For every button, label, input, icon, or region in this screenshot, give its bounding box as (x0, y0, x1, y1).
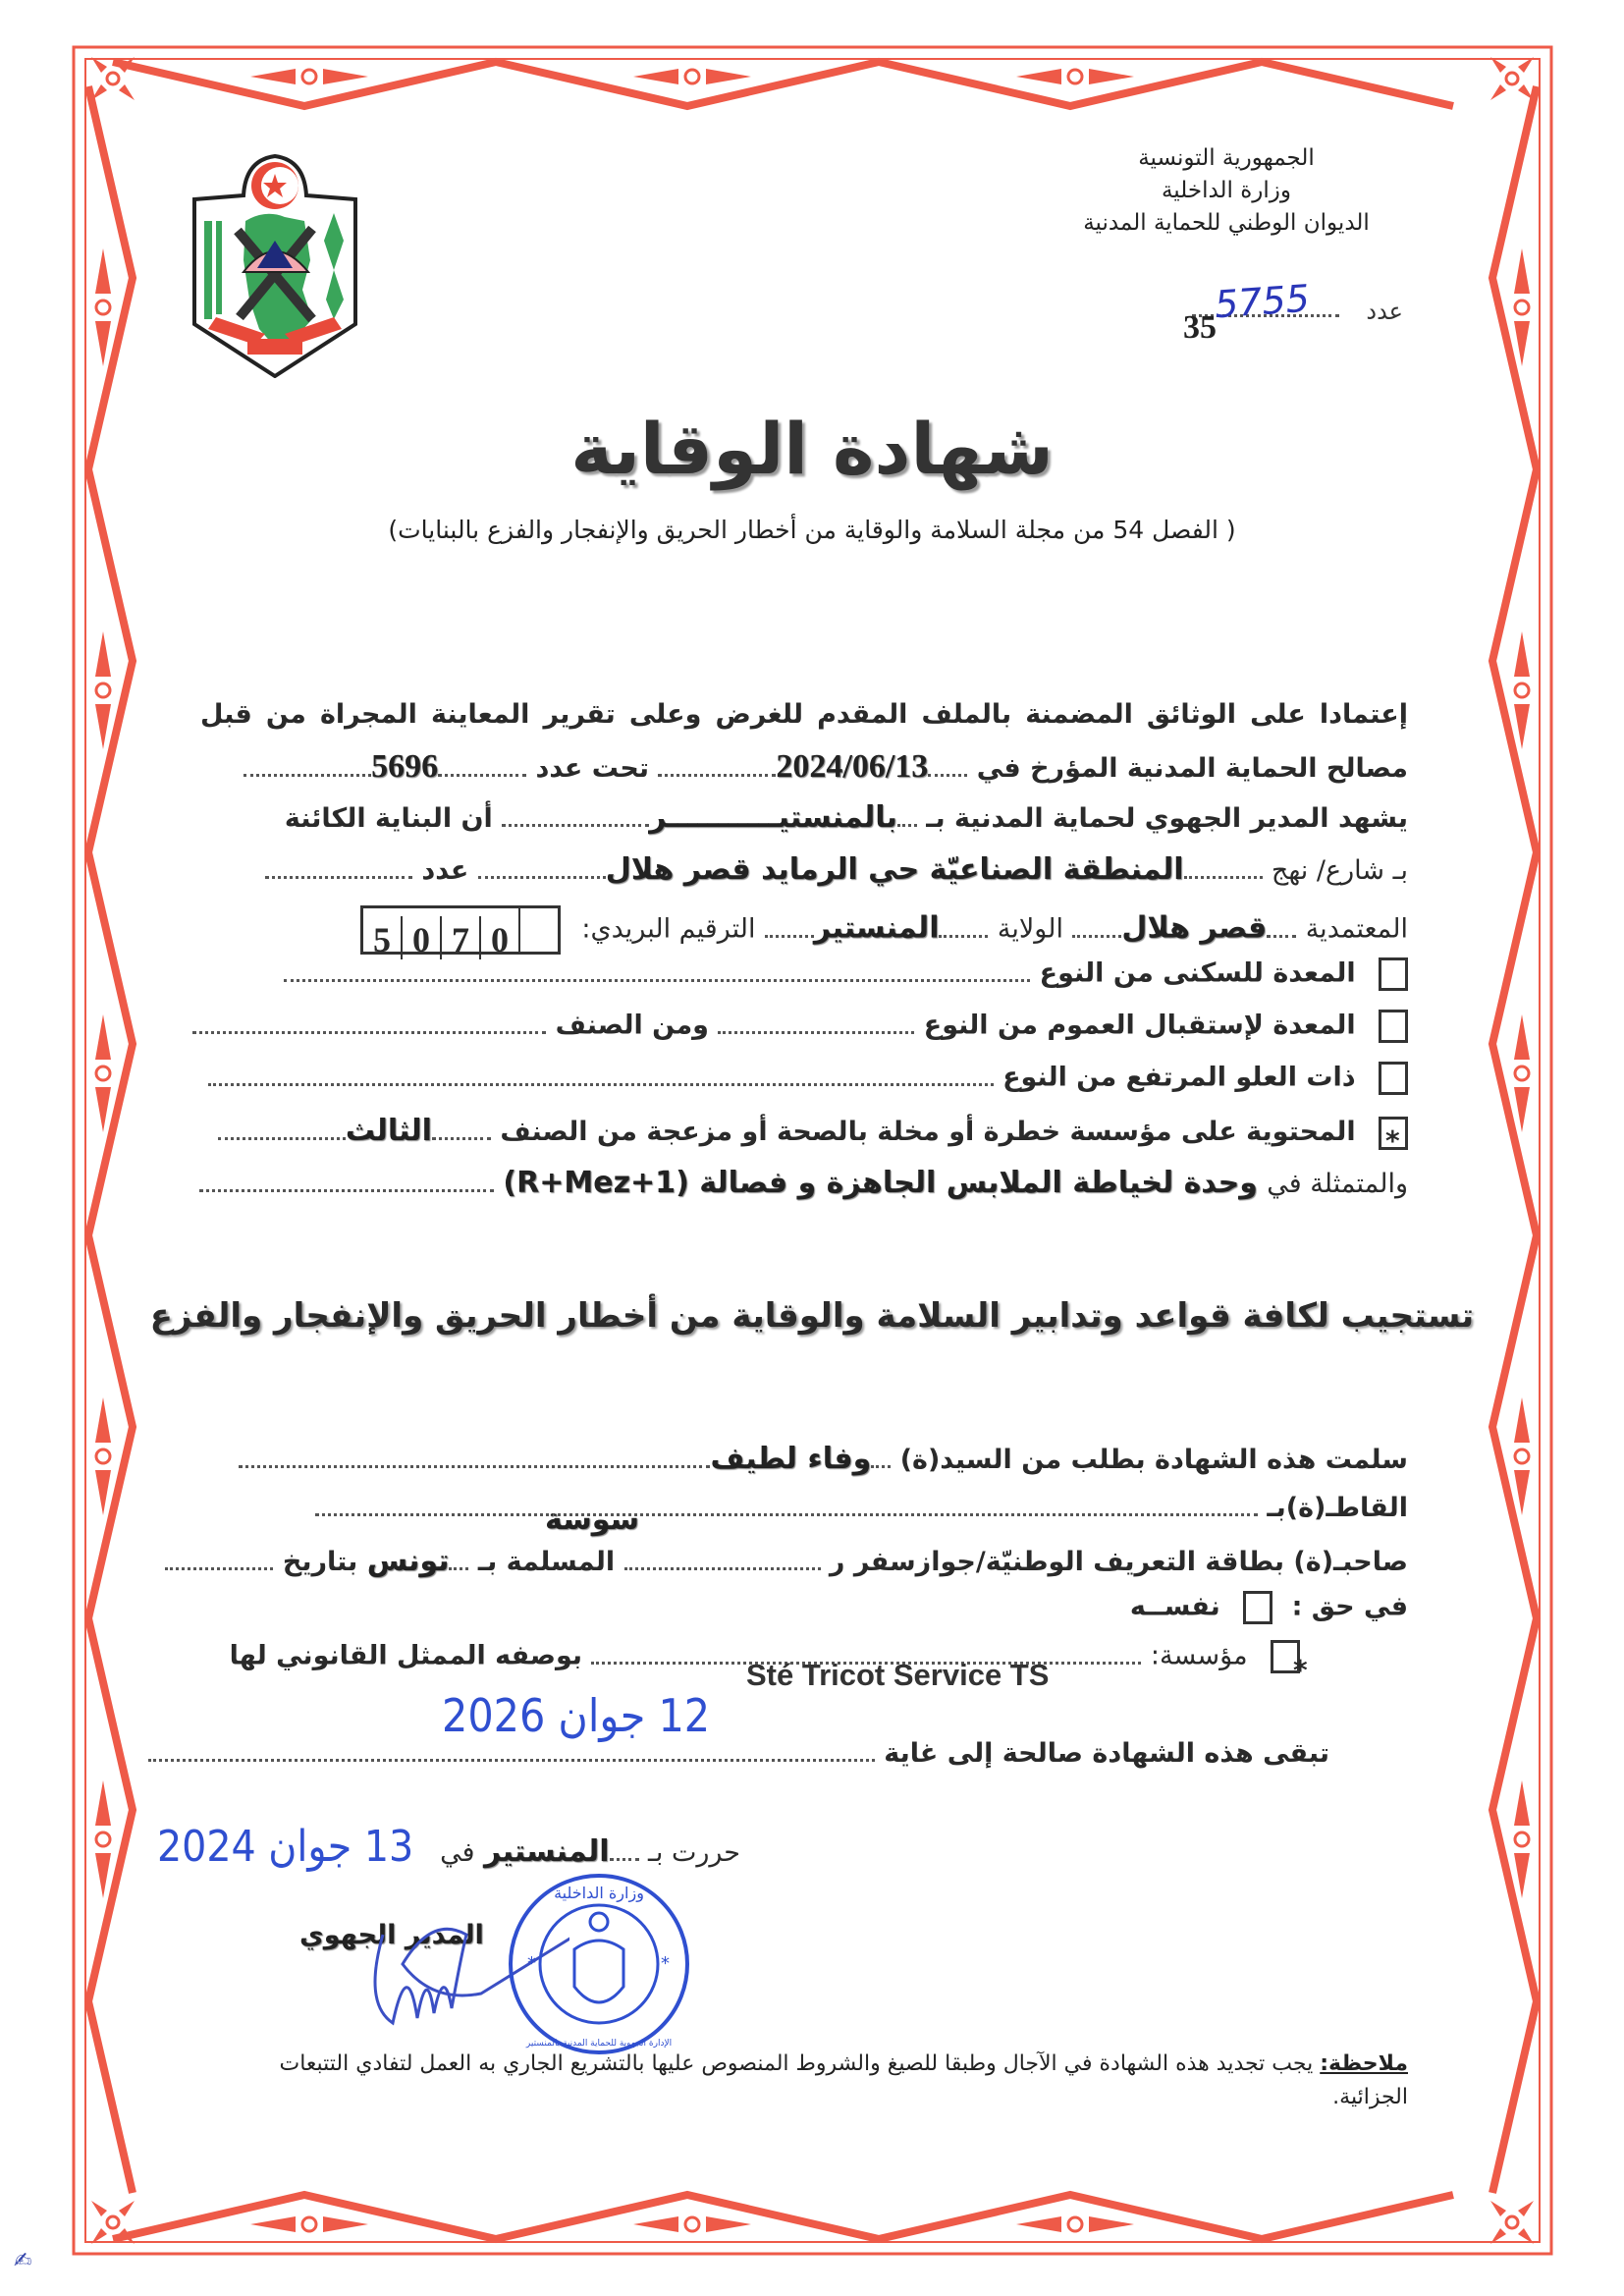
category-class-label: ومن الصنف (555, 1010, 709, 1041)
postal-digit: 0 (401, 916, 440, 959)
validity-label: تبقى هذه الشهادة صالحة إلى غاية (884, 1738, 1329, 1769)
category-hazardous (218, 1114, 1408, 1157)
ref-number-handwritten: 5755 (1213, 276, 1312, 327)
ornament-arrow-icon (95, 1780, 111, 1826)
category-high-rise (208, 1062, 1408, 1095)
corner-star-point (91, 84, 107, 100)
stamp-outer-text: وزارة الداخلية (554, 1884, 644, 1902)
requester-line (239, 1442, 1408, 1476)
hazard-class: الثالث (345, 1114, 432, 1148)
document-subtitle: ( الفصل 54 من مجلة السلامة والوقاية من أخطار الحريق والإنفجار والفزع بالبنايات) (388, 516, 1236, 544)
body-line-2 (244, 748, 1408, 786)
requester-name: وفاء لطيف (710, 1442, 872, 1476)
ornament-arrow-icon (323, 2216, 368, 2232)
governorate: المنستير (813, 910, 940, 946)
residence-line (315, 1493, 1408, 1523)
border-frame-inner (85, 59, 1540, 2242)
office-name: الديوان الوطني للحماية المدنية (1083, 210, 1370, 236)
ornament-arrow-icon (633, 69, 678, 84)
requester-label: سلمت هذه الشهادة بطلب من السيد(ة) (899, 1445, 1408, 1475)
ornament-circle-icon (685, 70, 699, 83)
official-stamp (506, 1871, 692, 2057)
category-label: ذات العلو المرتفع من النوع (1002, 1062, 1356, 1093)
ornament-arrow-icon (95, 704, 111, 749)
corner-star-icon (107, 2216, 119, 2228)
ornament-circle-icon (685, 2217, 699, 2231)
ornament-circle-icon (1068, 70, 1082, 83)
issued-at-label: المسلمة بـ (477, 1547, 616, 1577)
ornament-arrow-icon (95, 1014, 111, 1060)
category-label: المعدة لإستقبال العموم من النوع (923, 1010, 1356, 1041)
corner-star-point (91, 2228, 107, 2244)
republic-name: الجمهورية التونسية (1138, 145, 1315, 171)
ornament-arrow-icon (250, 69, 296, 84)
postal-digit-empty (518, 908, 558, 952)
issued-in-label: في (440, 1837, 475, 1868)
checkbox-high-rise[interactable] (1379, 1062, 1408, 1095)
attests-label: يشهد المدير الجهوي لحماية المدنية بـ (926, 803, 1408, 834)
corner-star-point (1490, 57, 1506, 73)
represented-line (199, 1166, 1408, 1200)
ornament-arrow-icon (1016, 69, 1061, 84)
ornament-arrow-icon (1016, 2216, 1061, 2232)
validity-line (148, 1738, 1329, 1769)
category-label: المعدة للسكنى من النوع (1039, 957, 1356, 989)
ornament-arrow-icon (95, 1853, 111, 1898)
ref-label: عدد (1366, 298, 1403, 325)
border-zigzag (88, 86, 133, 2193)
asterisk-mark-icon: * (1293, 1654, 1308, 1686)
ornament-arrow-icon (1089, 69, 1134, 84)
issued-line (440, 1834, 740, 1869)
asterisk-mark-icon: * (1385, 1123, 1400, 1157)
corner-star-point (91, 57, 107, 73)
ornament-circle-icon (96, 1832, 110, 1846)
ornament-arrow-icon (95, 631, 111, 677)
corner-star-icon (1506, 73, 1518, 84)
note-label: ملاحظة: (1320, 2051, 1408, 2076)
id-label: صاحبـ(ة) بطاقة التعريف الوطنيّة/جوازسفر ر (829, 1547, 1408, 1577)
company-name: Sté Tricot Service TS (746, 1658, 1050, 1692)
corner-star-point (119, 84, 135, 100)
border-frame-outer (74, 47, 1551, 2254)
validity-date-handwritten: 12 جوان 2026 (442, 1689, 711, 1742)
checkbox-company[interactable] (1271, 1640, 1308, 1686)
postal-code-boxes (360, 905, 561, 959)
report-number-label: تحت عدد (535, 753, 649, 784)
star-icon: * (661, 1953, 670, 1974)
issued-date-handwritten: 13 جوان 2024 (157, 1822, 414, 1872)
on-behalf-label: في حق : (1291, 1591, 1408, 1622)
report-date: 2024/06/13 (776, 748, 929, 785)
checkbox-residential[interactable] (1379, 957, 1408, 991)
id-line (165, 1544, 1408, 1578)
ornament-circle-icon (96, 1066, 110, 1080)
corner-star-point (1518, 2201, 1534, 2216)
ornament-arrow-icon (1514, 1780, 1530, 1826)
issuing-authority (1050, 142, 1403, 240)
note-text: يجب تجديد هذه الشهادة في الآجال وطبقا للصيغ والشروط المنصوص عليها بالتشريع الجاري به العمل لتفادي التتبعات الجزائية. (279, 2051, 1408, 2109)
body-line-3 (285, 800, 1408, 835)
ornament-circle-icon (96, 683, 110, 697)
document-title: شهادة الوقاية (570, 408, 1054, 490)
postal-label: الترقيم البريدي: (581, 913, 756, 945)
ref-prefix: 35 (1183, 309, 1217, 346)
ornament-arrow-icon (706, 69, 751, 84)
corner-star-point (1518, 57, 1534, 73)
body-line-4 (265, 852, 1408, 887)
region: بالمنستيـــــــــــر (649, 800, 897, 835)
category-public (192, 1010, 1408, 1043)
ornament-arrow-icon (1514, 1014, 1530, 1060)
ornament-circle-icon (1068, 2217, 1082, 2231)
checkbox-hazardous[interactable] (1379, 1117, 1408, 1157)
street-address: المنطقة الصناعيّة حي الرمايد قصر هلال (605, 852, 1184, 887)
ornament-circle-icon (1515, 1066, 1529, 1080)
category-residential (284, 957, 1408, 991)
ornament-arrow-icon (1089, 2216, 1134, 2232)
ornament-arrow-icon (1514, 1087, 1530, 1132)
reference-number (1069, 276, 1403, 349)
on-behalf-self (1130, 1591, 1408, 1624)
postal-digit: 7 (440, 916, 479, 959)
border-zigzag (113, 62, 1453, 106)
border-zigzag (1492, 86, 1537, 2193)
star-icon: * (527, 1953, 536, 1974)
corner-star-point (1490, 84, 1506, 100)
ornament-arrow-icon (95, 321, 111, 366)
ornament-arrow-icon (1514, 704, 1530, 749)
ornament-circle-icon (96, 301, 110, 314)
ornament-arrow-icon (95, 248, 111, 294)
body-text-1: إعتمادا على الوثائق المضمنة بالملف المقدم للغرض وعلى تقرير المعاينة المجراة من قبل (200, 699, 1408, 730)
compliance-statement: تستجيب لكافة قواعد وتدابير السلامة والوقاية من أخطار الحريق والإنفجار والفزع (149, 1296, 1475, 1336)
corner-star-point (119, 57, 135, 73)
footnote (200, 2048, 1408, 2114)
report-date-label: مصالح الحماية المدنية المؤرخ في (976, 753, 1408, 784)
ornament-circle-icon (96, 1449, 110, 1463)
corner-star-icon (1506, 2216, 1518, 2228)
ornament-arrow-icon (95, 1397, 111, 1443)
delegation: قصر هلال (1121, 910, 1268, 946)
self-label: نفســه (1129, 1591, 1220, 1622)
governorate-label: الولاية (997, 913, 1063, 945)
stamp-inner-text: الإدارة الجهوية للحماية المدنية بالمنستير (525, 2039, 673, 2049)
street-number-label: عدد (421, 855, 469, 886)
corner-star-point (91, 2201, 107, 2216)
ornament-arrow-icon (1514, 631, 1530, 677)
checkbox-self[interactable] (1243, 1591, 1272, 1624)
postal-digit: 0 (479, 916, 518, 959)
category-label: المحتوية على مؤسسة خطرة أو مخلة بالصحة أو مزعجة من الصنف (500, 1117, 1356, 1147)
civil-protection-emblem (187, 152, 363, 378)
residence-label: القاطـ(ة)بـ (1267, 1493, 1408, 1523)
corner-star-icon (107, 73, 119, 84)
corner-star-point (1518, 2228, 1534, 2244)
ornament-arrow-icon (95, 1470, 111, 1515)
ornament-arrow-icon (633, 2216, 678, 2232)
building-label: أن البناية الكائنة (284, 803, 493, 834)
ornament-circle-icon (302, 2217, 316, 2231)
ministry-name: وزارة الداخلية (1161, 178, 1292, 203)
body-line-5 (360, 905, 1408, 959)
ornament-arrow-icon (1514, 1470, 1530, 1515)
body-line-1 (200, 699, 1408, 730)
delegation-label: المعتمدية (1305, 913, 1408, 945)
represented-label: والمتمثلة في (1267, 1169, 1408, 1199)
ornament-arrow-icon (250, 2216, 296, 2232)
issued-at: تونس (366, 1544, 450, 1578)
corner-star-point (1518, 84, 1534, 100)
street-label: بـ شارع/ نهج (1271, 855, 1408, 886)
ornament-arrow-icon (706, 2216, 751, 2232)
ornament-circle-icon (1515, 1832, 1529, 1846)
initials-mark-icon: ✍ (14, 2249, 32, 2273)
issued-label: حررت بـ (647, 1837, 740, 1868)
corner-star-point (1490, 2228, 1506, 2244)
postal-digit: 5 (373, 920, 391, 959)
id-date-label: بتاريخ (282, 1547, 358, 1577)
border-zigzag (113, 2195, 1453, 2239)
legal-rep-label: بوصفه الممثل القانوني لها (229, 1640, 583, 1671)
checkbox-public[interactable] (1379, 1010, 1408, 1043)
ornament-arrow-icon (1514, 248, 1530, 294)
ornament-circle-icon (1515, 1449, 1529, 1463)
ornament-arrow-icon (1514, 1397, 1530, 1443)
signatory-title: المدير الجهوي (299, 1920, 484, 1950)
ornament-arrow-icon (323, 69, 368, 84)
issued-place: المنستير (483, 1834, 610, 1869)
corner-star-point (119, 2228, 135, 2244)
ornament-arrow-icon (95, 1087, 111, 1132)
ornament-circle-icon (1515, 301, 1529, 314)
company-label: مؤسسة: (1150, 1640, 1248, 1671)
ornament-circle-icon (302, 70, 316, 83)
represented-value: وحدة لخياطة الملابس الجاهزة و فصالة (R+Mez+1) (503, 1166, 1258, 1200)
corner-star-point (1490, 2201, 1506, 2216)
ornament-arrow-icon (1514, 321, 1530, 366)
ornament-circle-icon (1515, 683, 1529, 697)
corner-star-point (119, 2201, 135, 2216)
ornament-arrow-icon (1514, 1853, 1530, 1898)
residence-value: سوسة (545, 1503, 640, 1537)
report-number: 5696 (371, 748, 439, 785)
